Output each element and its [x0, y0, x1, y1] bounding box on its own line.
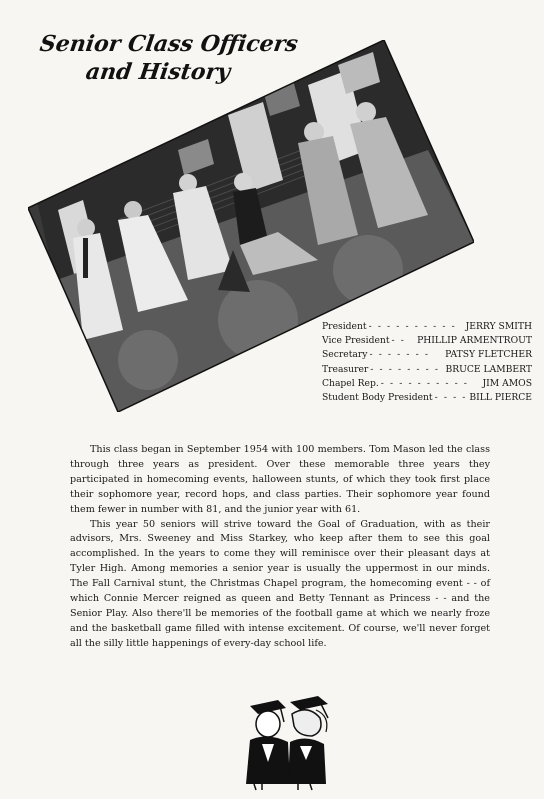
officer-secretary: [322, 348, 532, 362]
officer-role: Secretary: [322, 349, 368, 361]
officer-chapel-rep: [322, 377, 532, 391]
officer-role: Vice President: [322, 335, 390, 347]
officer-vice-president: [322, 334, 532, 348]
officer-leader: - - - -: [434, 392, 468, 404]
history-paragraph-1: This class began in September 1954 with 100 members. Tom Mason led the class through three years as president. Over these memorable three years they participated in homecoming events, halloween stunts, of which they took first place their sophomore year, record hops, and class parties. Their sophomore year found them fewer in number with 81, and the junior year with 61.: [70, 444, 490, 515]
officers-list: [322, 320, 532, 405]
officer-president: [322, 320, 532, 334]
officer-name: BILL PIERCE: [469, 392, 532, 404]
title-line-2: and History: [84, 59, 232, 85]
title-line-1: Senior Class Officers: [38, 31, 300, 57]
officer-leader: - - - - - - - - - -: [368, 321, 457, 332]
officer-leader: - - - - - - - - - -: [380, 377, 469, 389]
officer-name: PHILLIP ARMENTROUT: [417, 335, 532, 347]
officer-name: BRUCE LAMBERT: [445, 363, 532, 375]
officer-leader: - - - - - - -: [369, 349, 430, 361]
officer-treasurer: [322, 363, 532, 377]
history-paragraph-2: This year 50 seniors will strive toward the Goal of Graduation, with as their advisors, Mrs. Sweeney and Miss Starkey, who keep after them to see this goal accomplished. In the years to come they will reminisce over their pleasant days at Tyler High. Among memories a senior year is usually the uppermost in our minds. The Fall Carnival stunt, the Christmas Chapel program, the homecoming event - - of which Connie Mercer reigned as queen and Betty Tennant as Princess - - and the Senior Play. Also there'll be memories of the football game at which we nearly froze and the basketball game filled with intense excitement. Of course, we'll never forget all the silly little happenings of every-day school life.: [70, 518, 490, 649]
officer-leader: - -: [391, 335, 406, 347]
graduates-cartoon-illustration: [228, 692, 338, 792]
officer-student-body-president: [322, 391, 532, 405]
officer-role: Treasurer: [322, 363, 369, 375]
class-history: [70, 443, 490, 652]
officer-role: Chapel Rep.: [322, 377, 379, 389]
officer-leader: - - - - - - - -: [370, 363, 440, 375]
officer-name: JIM AMOS: [482, 377, 532, 389]
officer-name: JERRY SMITH: [465, 321, 532, 332]
officer-role: President: [322, 321, 367, 332]
officer-name: PATSY FLETCHER: [445, 349, 532, 361]
officer-role: Student Body President: [322, 392, 433, 404]
